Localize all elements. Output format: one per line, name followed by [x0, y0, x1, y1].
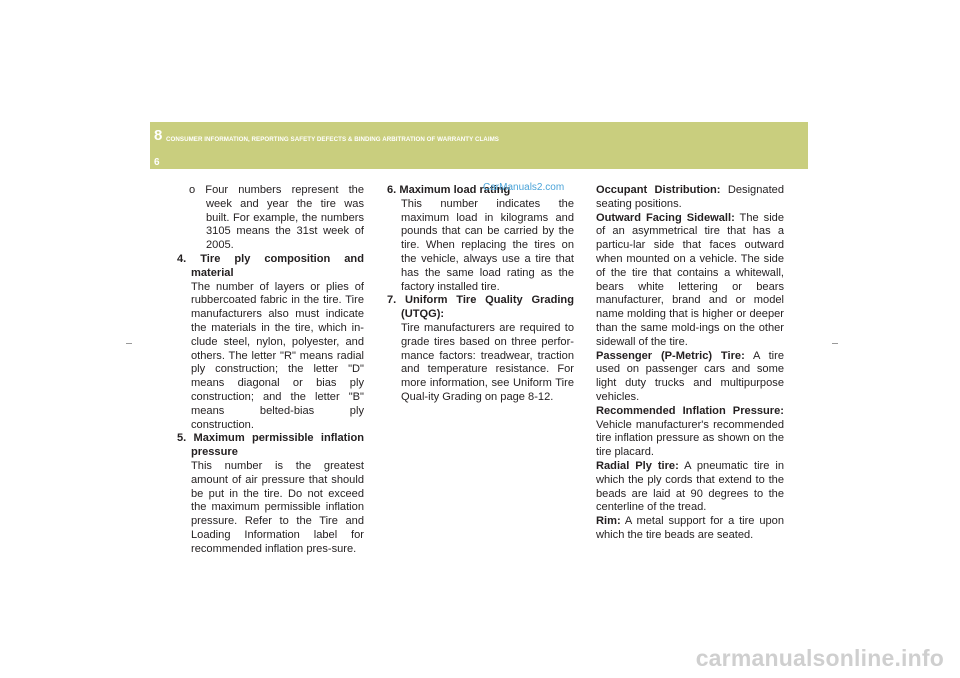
item-7-heading: 7. Uniform Tire Quality Grading (UTQG): [387, 294, 574, 321]
chapter-header-band [150, 122, 808, 169]
item-6-text: This number indicates the maximum load in kilograms and pounds that can be carried by the tire. When replacing the tires on the vehicle, always use a tire that has the same load rating as the factory installed tire. [401, 197, 574, 293]
watermark-carmanuals2: CarManuals2.com [483, 182, 565, 193]
term-definition: Designated seating positions. [596, 184, 784, 210]
left-column [176, 184, 364, 557]
item-4-heading: 4. Tire ply composition and material [177, 252, 364, 279]
term-label: Outward Facing Sidewall: [596, 211, 735, 224]
watermark-carmanualsonline: carmanualsonline.info [695, 645, 944, 671]
item-7-text: Tire manufacturers are required to grade tires based on three perfor-mance factors: treadwear, traction and temperature resistance. For more information, see Uniform Tire Qual-ity Grading on page 8-12. [401, 321, 574, 403]
middle-column [386, 184, 574, 405]
item-4-text: The number of layers or plies of rubbercoated fabric in the tire. Tire manufacturers also must indicate the materials in the tire, which in-clude steel, nylon, polyester, and others. The letter "R" means radial ply construction; the letter "D" means diagonal or bias ply construction; and the letter "B" means belted-bias ply construction. [191, 280, 364, 431]
crop-mark-left [126, 343, 132, 344]
bullet-week-year: o Four numbers represent the week and year the tire was built. For example, the numbers 3105 means the 31st week of 2005. [189, 184, 364, 252]
item-5-text: This number is the greatest amount of air pressure that should be put in the tire. Do not exceed the maximum permissible inflation pressure. Refer to the Tire and Loading Information label for recommended inflation pres-sure. [191, 459, 364, 555]
chapter-title: CONSUMER INFORMATION, REPORTING SAFETY DEFECTS & BINDING ARBITRATION OF WARRANTY CLAIMS [166, 136, 499, 143]
term-definition: A tire used on passenger cars and some light duty trucks and multipurpose vehicles. [596, 349, 784, 403]
def-occupant-distribution [596, 184, 784, 212]
def-rim [596, 515, 784, 543]
page-number: 6 [154, 157, 160, 168]
term-definition: A metal support for a tire upon which the tire beads are seated. [596, 515, 784, 541]
right-column [596, 184, 784, 543]
def-recommended-inflation [596, 405, 784, 460]
item-5-heading: 5. Maximum permissible inflation pressure [177, 432, 364, 459]
term-definition: Vehicle manufacturer's recommended tire inflation pressure as shown on the tire placard. [596, 418, 784, 459]
chapter-number: 8 [154, 127, 163, 144]
term-label: Rim: [596, 515, 621, 528]
term-definition: The side of an asymmetrical tire that has a particu-lar side that faces outward when mounted on a vehicle. The side of the tire that contains a whitewall, bears white lettering or bears manufacturer, brand and or model name molding that is higher or deeper than the same mold-ings on the other sidewall of the tire. [596, 211, 784, 348]
def-passenger-tire [596, 350, 784, 405]
term-label: Recommended Inflation Pressure: [596, 404, 784, 417]
item-6-heading: 6. Maximum load rating [387, 184, 511, 196]
def-radial-ply-tire [596, 460, 784, 515]
term-label: Radial Ply tire: [596, 459, 679, 472]
term-label: Occupant Distribution: [596, 184, 721, 196]
term-definition: A pneumatic tire in which the ply cords that extend to the beads are laid at 90 degrees to the centerline of the tread. [596, 459, 784, 514]
term-label: Passenger (P-Metric) Tire: [596, 349, 745, 362]
def-outward-facing-sidewall [596, 212, 784, 350]
crop-mark-right [832, 343, 838, 344]
